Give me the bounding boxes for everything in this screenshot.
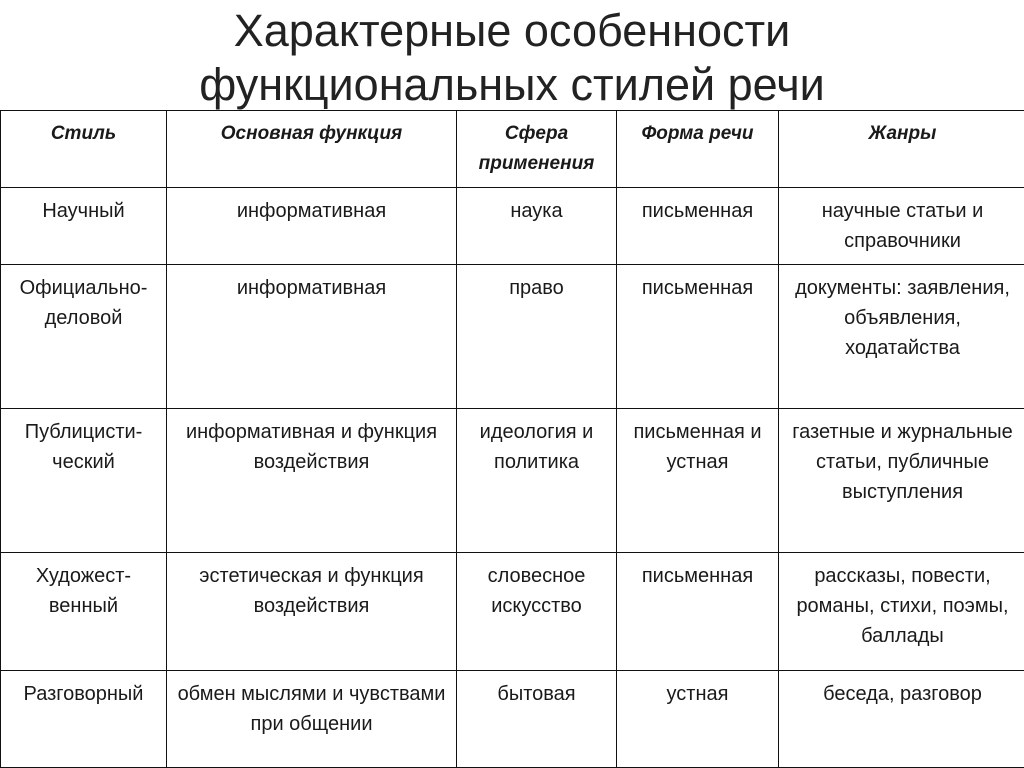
cell-genres: газетные и журнальные статьи, публичные выступления xyxy=(779,409,1024,553)
styles-table xyxy=(0,110,1024,768)
cell-form: письменная xyxy=(617,265,779,409)
cell-function: обмен мыслями и чувствами при общении xyxy=(167,671,457,768)
cell-style: Публицисти-ческий xyxy=(1,409,167,553)
cell-genres: беседа, разговор xyxy=(779,671,1024,768)
title-line-1: Характерные особенности xyxy=(0,4,1024,58)
cell-form: письменная xyxy=(617,553,779,671)
cell-genres: документы: заявления, объявления, ходатайства xyxy=(779,265,1024,409)
cell-genres: рассказы, повести, романы, стихи, поэмы, баллады xyxy=(779,553,1024,671)
cell-form: письменная xyxy=(617,188,779,265)
table-row xyxy=(1,671,1024,768)
cell-sphere: право xyxy=(457,265,617,409)
header-sphere: Сфера применения xyxy=(457,111,617,188)
table-row xyxy=(1,409,1024,553)
cell-function: информативная и функция воздействия xyxy=(167,409,457,553)
table-row xyxy=(1,188,1024,265)
header-function: Основная функция xyxy=(167,111,457,188)
cell-form: письменная и устная xyxy=(617,409,779,553)
cell-function: информативная xyxy=(167,188,457,265)
cell-function: эстетическая и функция воздействия xyxy=(167,553,457,671)
cell-function: информативная xyxy=(167,265,457,409)
cell-sphere: бытовая xyxy=(457,671,617,768)
cell-form: устная xyxy=(617,671,779,768)
header-style: Стиль xyxy=(1,111,167,188)
header-form: Форма речи xyxy=(617,111,779,188)
cell-style: Художест-венный xyxy=(1,553,167,671)
cell-sphere: словесное искусство xyxy=(457,553,617,671)
cell-sphere: наука xyxy=(457,188,617,265)
page-title xyxy=(0,0,1024,110)
table-header-row xyxy=(1,111,1024,188)
cell-style: Научный xyxy=(1,188,167,265)
header-genres: Жанры xyxy=(779,111,1024,188)
cell-style: Официально-деловой xyxy=(1,265,167,409)
title-line-2: функциональных стилей речи xyxy=(0,58,1024,112)
cell-style: Разговорный xyxy=(1,671,167,768)
cell-sphere: идеология и политика xyxy=(457,409,617,553)
table-row xyxy=(1,265,1024,409)
cell-genres: научные статьи и справочники xyxy=(779,188,1024,265)
table-row xyxy=(1,553,1024,671)
